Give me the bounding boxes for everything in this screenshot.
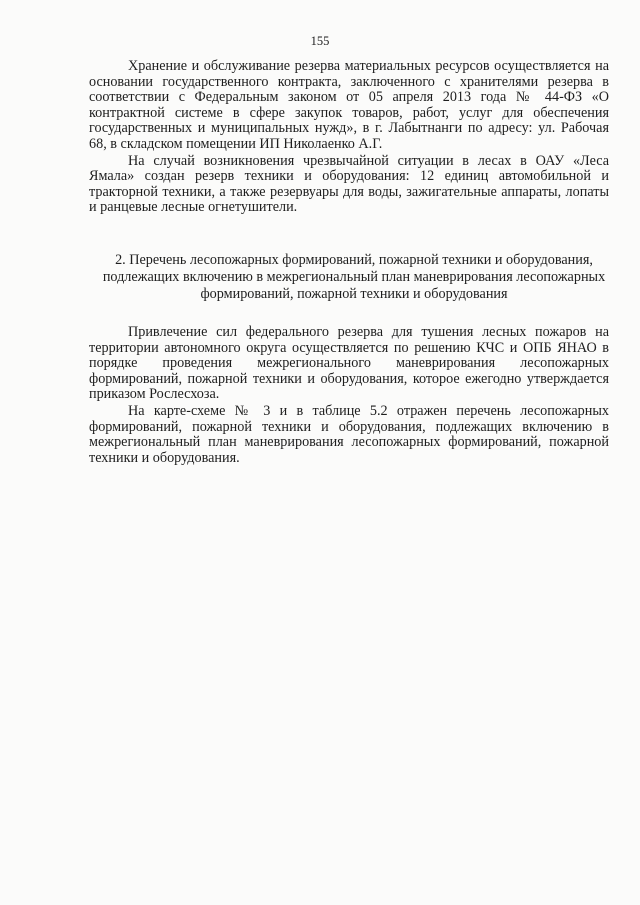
paragraph-map-table: На карте-схеме № 3 и в таблице 5.2 отражен перечень лесопожарных формирований, пожарной техники и оборудования, подлежащих включению в межрегиональный план маневрирования лесопожарных формирований, пожарной техники и оборудования. xyxy=(89,402,609,466)
text-block-bottom xyxy=(89,325,609,466)
section-heading: 2. Перечень лесопожарных формирований, пожарной техники и оборудования, подлежащих включению в межрегиональный план маневрирования лесопожарных формирований, пожарной техники и оборудования xyxy=(102,252,606,302)
text-block-top xyxy=(89,59,609,216)
paragraph-storage: Хранение и обслуживание резерва материальных ресурсов осуществляется на основании государственного контракта, заключенного с хранителями резерва в соответствии с Федеральным законом от 05 апреля 2013 года № 44-ФЗ «О контрактной системе в сфере закупок товаров, работ, услуг для обеспечения государственных и муниципальных нужд», в г. Лабытнанги по адресу: ул. Рабочая 68, в складском помещении ИП Николаенко А.Г. xyxy=(89,58,609,152)
paragraph-federal-reserve: Привлечение сил федерального резерва для тушения лесных пожаров на территории автономного округа осуществляется по решению КЧС и ОПБ ЯНАО в порядке проведения межрегионального маневрирования лесопожарных формирований, пожарной техники и оборудования, которое ежегодно утверждается приказом Рослесхоза. xyxy=(89,324,609,403)
page-number: 155 xyxy=(310,34,330,48)
paragraph-reserve: На случай возникновения чрезвычайной ситуации в лесах в ОАУ «Леса Ямала» создан резерв техники и оборудования: 12 единиц автомобильной и тракторной техники, а также резервуары для воды, зажигательные аппараты, лопаты и ранцевые лесные огнетушители. xyxy=(89,152,609,216)
